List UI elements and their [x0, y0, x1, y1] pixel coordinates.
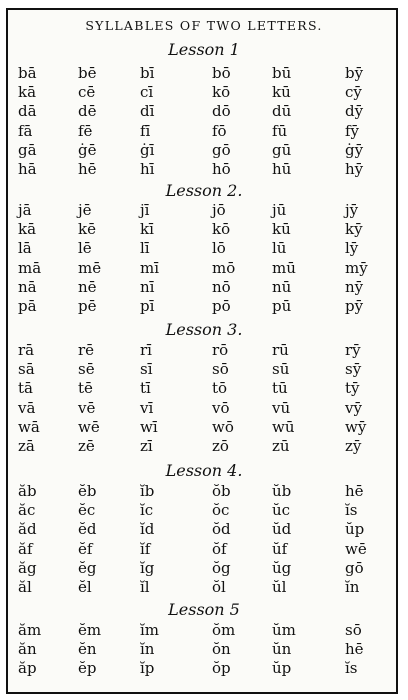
syllable: jū: [272, 201, 287, 219]
syllable: lī: [140, 239, 150, 258]
syllable: bī: [140, 64, 155, 82]
syllable: ăm: [18, 621, 42, 639]
syllable: mī: [140, 258, 160, 277]
syllable: ĭd: [140, 520, 155, 539]
syllable: ĭs: [345, 659, 358, 678]
syllable: bō: [212, 64, 231, 82]
syllable-row: [0, 659, 408, 679]
syllable: zō: [212, 437, 229, 455]
syllable: wē: [345, 539, 367, 558]
syllable: bȳ: [345, 64, 364, 82]
syllable: ĕl: [78, 578, 92, 596]
syllable: ĭl: [140, 578, 150, 596]
syllable: nō: [212, 277, 231, 296]
syllable: hē: [345, 482, 364, 500]
syllable: ŭp: [272, 659, 292, 678]
syllable-row: [0, 141, 408, 161]
syllable: ĕm: [78, 621, 102, 639]
syllable: ĕg: [78, 558, 97, 577]
syllable: ăg: [18, 558, 37, 577]
syllable-row: [0, 520, 408, 540]
syllable: zū: [272, 437, 290, 455]
syllable: ŭn: [272, 640, 292, 659]
syllable: kū: [272, 220, 291, 239]
syllable: ŏg: [212, 558, 231, 577]
syllable: hī: [140, 160, 155, 178]
syllable: ŭp: [345, 520, 365, 539]
syllable: tē: [78, 379, 93, 398]
syllable: zē: [78, 437, 95, 455]
syllable: ĭm: [140, 621, 160, 639]
syllable-row: [0, 540, 408, 560]
syllable: tō: [212, 379, 228, 398]
lesson-3-heading: Lesson 3.: [165, 320, 243, 339]
syllable-row: [0, 399, 408, 419]
syllable-row: [0, 259, 408, 279]
syllable: ĭc: [140, 501, 154, 520]
syllable: zā: [18, 437, 35, 455]
syllable: rȳ: [345, 341, 361, 359]
syllable: gō: [212, 140, 231, 159]
syllable: tū: [272, 379, 288, 398]
syllable: mā: [18, 258, 42, 277]
syllable: cē: [78, 83, 96, 102]
syllable: ŭb: [272, 482, 292, 500]
syllable: ŏb: [212, 482, 231, 500]
syllable: zȳ: [345, 437, 362, 455]
syllable-row: [0, 418, 408, 438]
syllable: dī: [140, 102, 155, 121]
syllable: ăc: [18, 501, 36, 520]
syllable: rō: [212, 341, 229, 359]
syllable: vā: [18, 398, 36, 417]
syllable: ŭd: [272, 520, 292, 539]
syllable: ăd: [18, 520, 37, 539]
syllable: ĭf: [140, 539, 151, 558]
lesson-2-heading: Lesson 2.: [165, 181, 243, 200]
syllable: pȳ: [345, 297, 364, 315]
syllable: ŭm: [272, 621, 296, 639]
syllable: kȳ: [345, 220, 363, 239]
syllable: ŏc: [212, 501, 230, 520]
syllable: ŏm: [212, 621, 236, 639]
syllable: vē: [78, 398, 96, 417]
syllable: fȳ: [345, 121, 360, 140]
syllable: ĭn: [140, 640, 155, 659]
syllable: sȳ: [345, 360, 362, 379]
syllable: dā: [18, 102, 37, 121]
syllable-row: [0, 559, 408, 579]
syllable: ĭp: [140, 659, 155, 678]
syllable: ĭs: [345, 501, 358, 520]
syllable-row: [0, 278, 408, 298]
syllable-row: [0, 102, 408, 122]
syllable-row: [0, 341, 408, 361]
syllable: pī: [140, 297, 155, 315]
syllable: ŭf: [272, 539, 288, 558]
syllable: lē: [78, 239, 92, 258]
syllable: rē: [78, 341, 95, 359]
syllable: kō: [212, 83, 231, 102]
syllable: ŏn: [212, 640, 231, 659]
syllable: kō: [212, 220, 231, 239]
syllable: rī: [140, 341, 152, 359]
syllable: pā: [18, 297, 37, 315]
syllable-row: [0, 437, 408, 457]
syllable: hā: [18, 160, 37, 178]
syllable: jō: [212, 201, 226, 219]
syllable-row: [0, 640, 408, 660]
syllable: ŭl: [272, 578, 287, 596]
syllable: hē: [78, 160, 97, 178]
syllable: ġȳ: [345, 140, 364, 159]
syllable: wō: [212, 417, 234, 436]
syllable: sō: [212, 360, 229, 379]
syllable: vō: [212, 398, 230, 417]
syllable: vū: [272, 398, 291, 417]
syllable: sē: [78, 360, 95, 379]
syllable-row: [0, 379, 408, 399]
syllable-row: [0, 578, 408, 598]
syllable: kū: [272, 83, 291, 102]
syllable: nū: [272, 277, 292, 296]
syllable: wȳ: [345, 417, 367, 436]
syllable: ŭc: [272, 501, 291, 520]
syllable: ĕd: [78, 520, 97, 539]
syllable: hē: [345, 640, 364, 659]
syllable: jā: [18, 201, 32, 219]
syllable: zī: [140, 437, 153, 455]
syllable: wē: [78, 417, 100, 436]
syllable: pē: [78, 297, 97, 315]
syllable: ġē: [78, 140, 97, 159]
syllable: ăb: [18, 482, 37, 500]
syllable: ăp: [18, 659, 37, 678]
syllable: cī: [140, 83, 154, 102]
syllable: ĕf: [78, 539, 93, 558]
syllable: rā: [18, 341, 35, 359]
syllable: fō: [212, 121, 227, 140]
syllable: kā: [18, 220, 37, 239]
syllable: ŏf: [212, 539, 227, 558]
syllable: fū: [272, 121, 288, 140]
syllable-row: [0, 501, 408, 521]
syllable: bē: [78, 64, 97, 82]
syllable-row: [0, 83, 408, 103]
syllable-row: [0, 220, 408, 240]
syllable: ĕb: [78, 482, 97, 500]
syllable: sū: [272, 360, 290, 379]
lesson-1-heading: Lesson 1: [168, 40, 240, 59]
syllable: dō: [212, 102, 231, 121]
syllable: nā: [18, 277, 37, 296]
syllable: ĭb: [140, 482, 155, 500]
syllable: jī: [140, 201, 150, 219]
syllable: sā: [18, 360, 35, 379]
syllable: bā: [18, 64, 37, 82]
syllable: mȳ: [345, 258, 368, 277]
syllable-row: [0, 160, 408, 180]
syllable: ăf: [18, 539, 33, 558]
syllable: lā: [18, 239, 32, 258]
syllable: tī: [140, 379, 151, 398]
page-title: SYLLABLES OF TWO LETTERS.: [85, 18, 323, 33]
syllable: fī: [140, 121, 151, 140]
syllable: ĭg: [140, 558, 155, 577]
syllable: sī: [140, 360, 153, 379]
syllable: vī: [140, 398, 154, 417]
syllable: gū: [272, 140, 292, 159]
syllable: bū: [272, 64, 292, 82]
syllable: pō: [212, 297, 231, 315]
syllable: mō: [212, 258, 236, 277]
syllable: vȳ: [345, 398, 362, 417]
syllable: jȳ: [345, 201, 359, 219]
syllable-row: [0, 64, 408, 84]
lesson-4-heading: Lesson 4.: [165, 461, 243, 480]
syllable: ŏd: [212, 520, 231, 539]
syllable: dē: [78, 102, 97, 121]
syllable-row: [0, 201, 408, 221]
syllable: ġī: [140, 140, 155, 159]
syllable: wā: [18, 417, 40, 436]
syllable: kē: [78, 220, 96, 239]
syllable: ăl: [18, 578, 32, 596]
syllable: lō: [212, 239, 226, 258]
syllable-row: [0, 122, 408, 142]
syllable: dȳ: [345, 102, 364, 121]
syllable: mē: [78, 258, 102, 277]
syllable: gō: [345, 558, 364, 577]
syllable: ŏl: [212, 578, 226, 596]
syllable: kī: [140, 220, 154, 239]
syllable: mū: [272, 258, 296, 277]
syllable: gā: [18, 140, 37, 159]
syllable: nē: [78, 277, 97, 296]
syllable-row: [0, 482, 408, 502]
syllable: sō: [345, 621, 362, 639]
syllable: pū: [272, 297, 292, 315]
syllable: wī: [140, 417, 158, 436]
syllable: hō: [212, 160, 231, 178]
syllable: rū: [272, 341, 289, 359]
syllable: fā: [18, 121, 33, 140]
syllable: lū: [272, 239, 287, 258]
syllable: ĕc: [78, 501, 96, 520]
syllable: tā: [18, 379, 33, 398]
syllable: nī: [140, 277, 155, 296]
syllable: tȳ: [345, 379, 360, 398]
syllable: cȳ: [345, 83, 362, 102]
syllable: ĕn: [78, 640, 97, 659]
lesson-5-heading: Lesson 5: [168, 600, 240, 619]
syllable-row: [0, 621, 408, 641]
syllable: ĕp: [78, 659, 97, 678]
syllable: hȳ: [345, 160, 364, 178]
syllable: ŭg: [272, 558, 292, 577]
syllable-row: [0, 360, 408, 380]
syllable: hū: [272, 160, 292, 178]
syllable: wū: [272, 417, 295, 436]
syllable: ăn: [18, 640, 37, 659]
syllable: jē: [78, 201, 92, 219]
syllable: ŏp: [212, 659, 231, 678]
syllable: lȳ: [345, 239, 359, 258]
syllable: kā: [18, 83, 37, 102]
syllable: ĭn: [345, 578, 360, 596]
syllable: dū: [272, 102, 292, 121]
syllable: nȳ: [345, 277, 364, 296]
syllable: fē: [78, 121, 93, 140]
syllable-row: [0, 239, 408, 259]
syllable-row: [0, 297, 408, 317]
